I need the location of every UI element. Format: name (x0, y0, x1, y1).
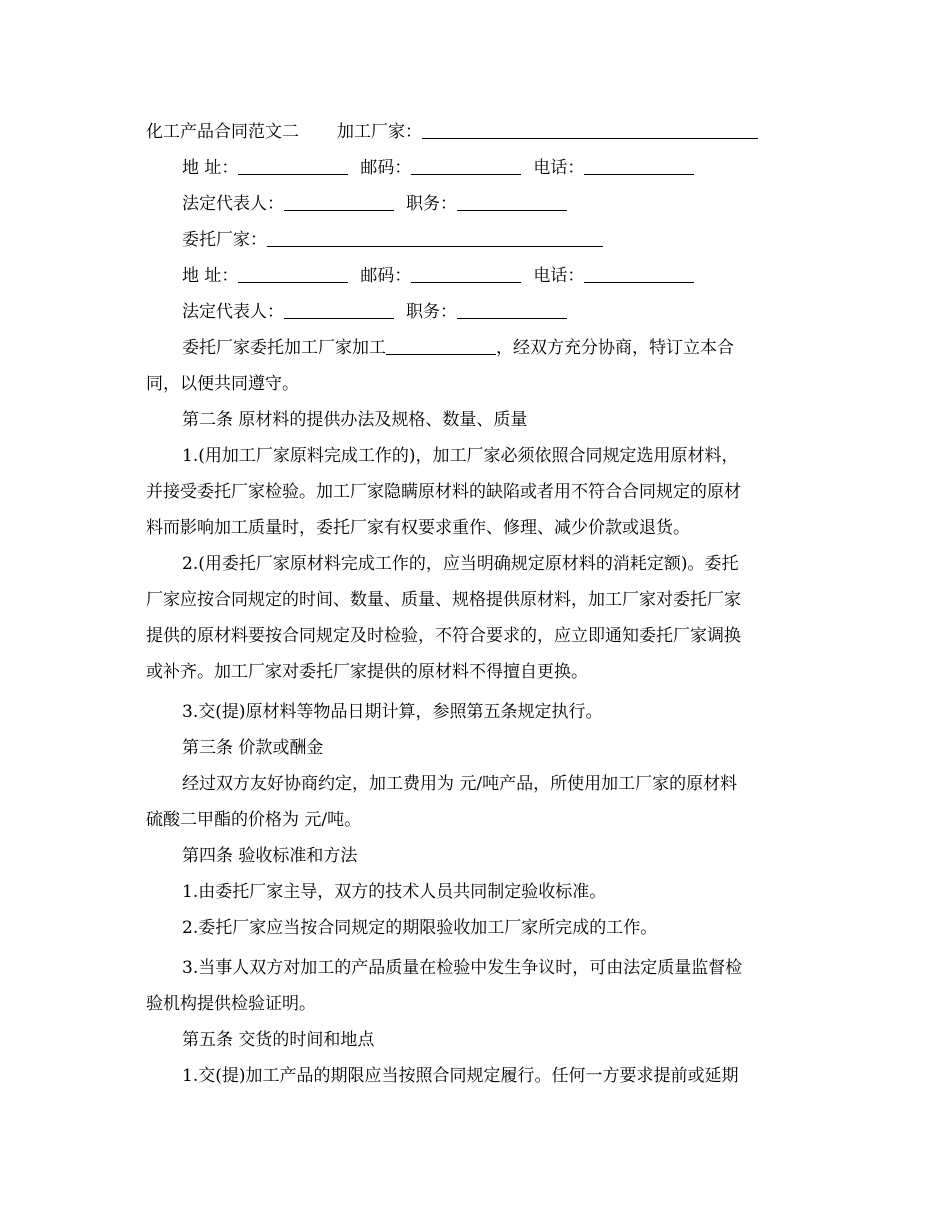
paragraph-line: 料而影响加工质量时，委托厂家有权要求重作、修理、减少价款或退货。 (146, 518, 690, 538)
article-2-heading: 第二条 原材料的提供办法及规格、数量、质量 (182, 410, 528, 430)
address-blank (238, 264, 348, 283)
intro-text: ，经双方充分协商，特订立本合 (496, 338, 734, 358)
paragraph-line: 提供的原材料要按合同规定及时检验，不符合要求的，应立即通知委托厂家调换 (146, 626, 741, 646)
processor-contact-line (182, 153, 806, 183)
processor-label: 加工厂家： (337, 122, 422, 142)
address-label: 地 址： (182, 266, 239, 286)
position-blank (457, 192, 567, 211)
processor-rep-line (182, 189, 806, 219)
paragraph-line: 2.(用委托厂家原材料完成工作的，应当明确规定原材料的消耗定额)。委托 (182, 554, 739, 574)
phone-blank (584, 264, 694, 283)
client-contact-line (182, 261, 806, 291)
paragraph-line: 硫酸二甲酯的价格为 元/吨。 (146, 810, 362, 830)
product-blank (386, 336, 496, 355)
rep-blank (284, 300, 394, 319)
processor-name-blank (422, 120, 758, 139)
title-line (146, 117, 806, 147)
phone-label: 电话： (533, 266, 585, 286)
paragraph-line: 1.(用加工厂家原料完成工作的)，加工厂家必须依照合同规定选用原材料， (182, 446, 739, 466)
article-4-heading: 第四条 验收标准和方法 (182, 846, 358, 866)
paragraph-line: 或补齐。加工厂家对委托厂家提供的原材料不得擅自更换。 (146, 662, 588, 682)
rep-blank (284, 192, 394, 211)
article-5-heading: 第五条 交货的时间和地点 (182, 1030, 375, 1050)
position-label: 职务： (406, 194, 457, 214)
client-name-blank (267, 228, 603, 247)
client-line (182, 225, 806, 255)
document-title: 化工产品合同范文二 (146, 122, 299, 142)
intro-text: 委托厂家委托加工厂家加工 (182, 338, 386, 358)
paragraph-line: 3.当事人双方对加工的产品质量在检验中发生争议时，可由法定质量监督检 (182, 958, 743, 978)
postcode-blank (411, 264, 521, 283)
postcode-label: 邮码： (360, 158, 412, 178)
paragraph-line: 经过双方友好协商约定，加工费用为 元/吨产品，所使用加工厂家的原材料 (182, 774, 738, 794)
article-3-heading: 第三条 价款或酬金 (182, 738, 324, 758)
phone-blank (584, 156, 694, 175)
paragraph-line: 2.委托厂家应当按合同规定的期限验收加工厂家所完成的工作。 (182, 918, 658, 938)
phone-label: 电话： (533, 158, 585, 178)
address-blank (238, 156, 348, 175)
paragraph-line: 1.交(提)加工产品的期限应当按照合同规定履行。任何一方要求提前或延期 (182, 1066, 739, 1086)
paragraph-line: 1.由委托厂家主导，双方的技术人员共同制定验收标准。 (182, 882, 607, 902)
client-rep-line (182, 297, 806, 327)
intro-line-2: 同，以便共同遵守。 (146, 374, 299, 394)
paragraph-line: 3.交(提)原材料等物品日期计算，参照第五条规定执行。 (182, 702, 603, 722)
address-label: 地 址： (182, 158, 239, 178)
rep-label: 法定代表人： (182, 302, 284, 322)
paragraph-line: 并接受委托厂家检验。加工厂家隐瞒原材料的缺陷或者用不符合合同规定的原材 (146, 482, 741, 502)
position-blank (457, 300, 567, 319)
position-label: 职务： (406, 302, 457, 322)
client-label: 委托厂家： (182, 230, 267, 250)
paragraph-line: 厂家应按合同规定的时间、数量、质量、规格提供原材料，加工厂家对委托厂家 (146, 590, 741, 610)
intro-line-1 (182, 333, 806, 363)
paragraph-line: 验机构提供检验证明。 (146, 994, 316, 1014)
postcode-blank (411, 156, 521, 175)
postcode-label: 邮码： (360, 266, 412, 286)
rep-label: 法定代表人： (182, 194, 284, 214)
